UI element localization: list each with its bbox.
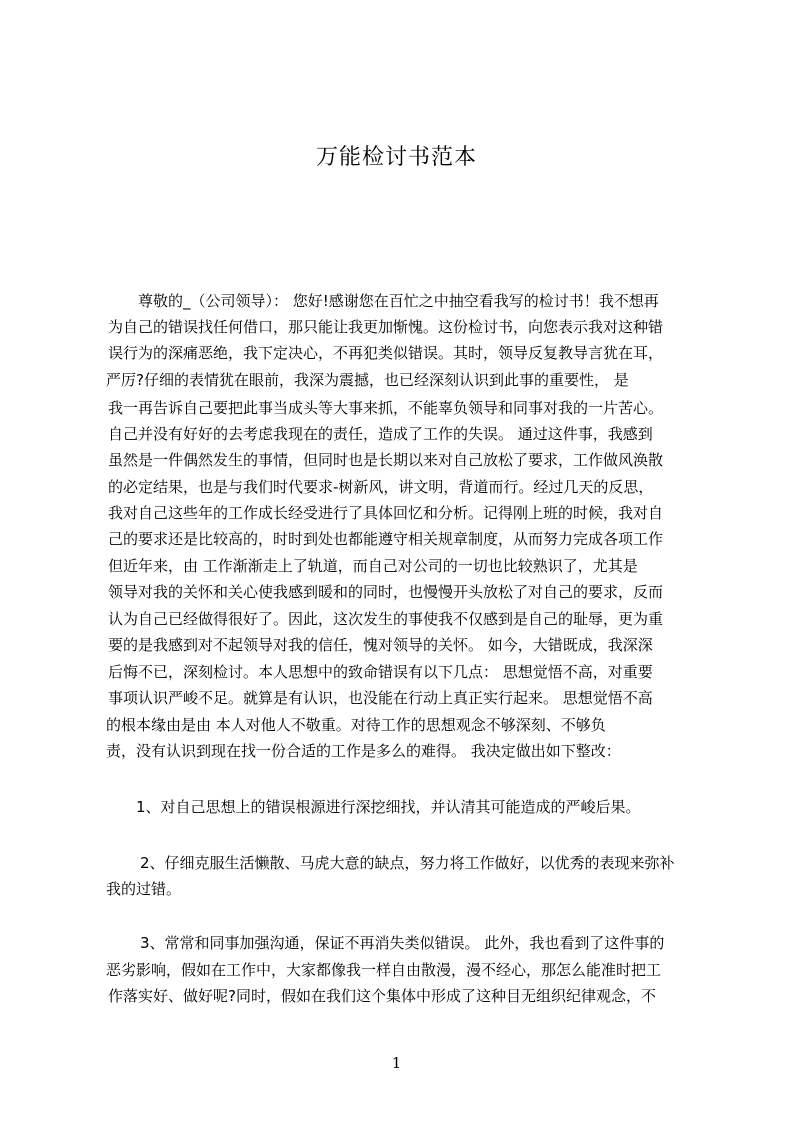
page-number: 1	[391, 1054, 402, 1072]
body-line: 领导对我的关怀和关心使我感到暖和的同时，也慢慢开头放松了对自己的要求，反而	[108, 583, 664, 601]
list-item: 1、对自己思想上的错误根源进行深挖细找，并认清其可能造成的严峻后果。	[136, 798, 641, 816]
body-line: 后悔不已，深刻检讨。本人思想中的致命错误有以下几点： 思想觉悟不高，对重要	[108, 663, 653, 681]
body-line: 虽然是一件偶然发生的事情，但同时也是长期以来对自己放松了要求，工作做风涣散	[108, 451, 664, 469]
body-line: 严厉?仔细的表情犹在眼前，我深为震撼，也已经深刻认识到此事的重要性， 是	[106, 371, 629, 389]
body-line: 我一再告诉自己要把此事当成头等大事来抓，不能辜负领导和同事对我的一片苦心。	[108, 399, 664, 417]
body-line: 自己并没有好好的去考虑我现在的责任，造成了工作的失误。 通过这件事，我感到	[108, 425, 653, 443]
body-line: 的根本缘由是由 本人对他人不敬重。对待工作的思想观念不够深刻、不够负	[106, 716, 606, 734]
body-line: 误行为的深痛恶绝，我下定决心，不再犯类似错误。其时，领导反复教导言犹在耳，	[108, 344, 664, 362]
body-line: 认为自己已经做得很好了。因此，这次发生的事使我不仅感到是自己的耻辱，更为重	[108, 610, 664, 628]
body-line: 责，没有认识到现在找一份合适的工作是多么的难得。 我决定做出如下整改：	[106, 742, 621, 760]
list-item: 2、仔细克服生活懒散、马虎大意的缺点，努力将工作做好，以优秀的表现来弥补	[140, 854, 675, 872]
body-line: 恶劣影响，假如在工作中，大家都像我一样自由散漫，漫不经心，那怎么能准时把工	[106, 961, 662, 979]
body-line: 我对自己这些年的工作成长经受进行了具体回忆和分析。记得刚上班的时候，我对自	[108, 504, 664, 522]
body-line: 作落实好、做好呢?同时，假如在我们这个集体中形成了这种目无组织纪律观念，不	[108, 987, 656, 1005]
document-title: 万能检讨书范本	[315, 145, 477, 170]
body-line: 尊敬的_（公司领导）： 您好!感谢您在百忙之中抽空看我写的检讨书！我不想再	[138, 292, 659, 310]
body-line: 但近年来，由 工作渐渐走上了轨道，而自己对公司的一切也比较熟识了，尤其是	[108, 557, 638, 575]
list-item-continuation: 我的过错。	[106, 880, 182, 898]
body-line: 己的要求还是比较高的，时时到处也都能遵守相关规章制度，从而努力完成各项工作	[108, 530, 664, 548]
body-line: 的必定结果，也是与我们时代要求-树新风，讲文明，背道而行。经过几天的反思，	[108, 478, 654, 496]
list-item: 3、常常和同事加强沟通，保证不再消失类似错误。 此外，我也看到了这件事的	[140, 934, 665, 952]
body-line: 为自己的错误找任何借口，那只能让我更加惭愧。这份检讨书，向您表示我对这种错	[108, 318, 664, 336]
body-line: 事项认识严峻不足。就算是有认识，也没能在行动上真正实行起来。 思想觉悟不高	[108, 689, 653, 707]
body-line: 要的是我感到对不起领导对我的信任，愧对领导的关怀。 如今，大错既成，我深深	[108, 636, 653, 654]
